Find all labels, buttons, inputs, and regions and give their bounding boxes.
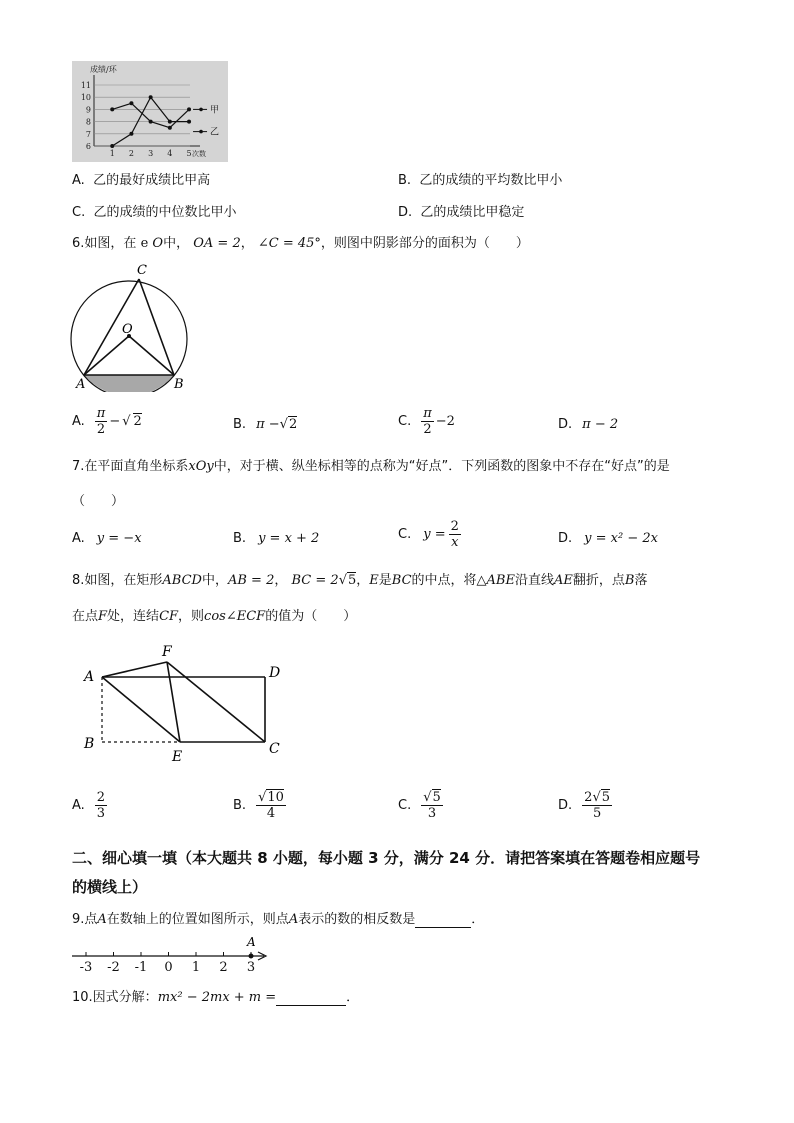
number-tick-label: 0 bbox=[164, 960, 173, 974]
label-f: F bbox=[162, 644, 172, 660]
data-point bbox=[149, 120, 153, 124]
q7-stem-line1: 7.在平面直角坐标系xOy中，对于横、纵坐标相等的点称为“好点”．下列函数的图象中不存在“好点”的是 bbox=[72, 459, 670, 474]
label-a: A bbox=[76, 377, 86, 392]
q6-option-b[interactable]: B. π −√2 bbox=[233, 417, 298, 432]
number-tick-label: -1 bbox=[134, 960, 148, 974]
number-tick-label: -3 bbox=[79, 960, 93, 974]
shaded-segment bbox=[84, 375, 174, 392]
y-tick-label: 9 bbox=[85, 105, 91, 115]
y-tick-label: 7 bbox=[85, 129, 91, 139]
q7-option-a[interactable]: A. y = −x bbox=[72, 531, 142, 546]
data-point bbox=[187, 120, 191, 124]
label-c: C bbox=[269, 741, 280, 757]
data-point bbox=[168, 120, 172, 124]
x-axis-title: 次数 bbox=[192, 150, 206, 158]
y-axis-title: 成绩/环 bbox=[90, 65, 117, 74]
legend-marker-0 bbox=[199, 108, 203, 112]
q5-option-a[interactable]: A. 乙的最好成绩比甲高 bbox=[72, 173, 211, 188]
x-tick-label: 1 bbox=[109, 149, 115, 158]
legend-marker-1 bbox=[199, 130, 203, 134]
q9-answer-blank[interactable] bbox=[415, 913, 471, 928]
section-2-heading-line1: 二、细心填一填（本大题共 8 小题，每小题 3 分，满分 24 分．请把答案填在答题卷相应题号 bbox=[72, 849, 701, 867]
x-tick-label: 3 bbox=[148, 149, 154, 158]
q7-option-c[interactable]: C. y = $\frac{2}{x}$ bbox=[398, 519, 459, 550]
label-e: E bbox=[172, 749, 183, 765]
number-tick-label: 2 bbox=[219, 960, 228, 974]
q10-answer-blank[interactable] bbox=[276, 991, 346, 1006]
q8-option-d[interactable]: D. $\frac{2√5}{5}$ bbox=[558, 790, 611, 821]
q7-option-b[interactable]: B. y = x + 2 bbox=[233, 531, 320, 546]
point-a-label: A bbox=[247, 935, 256, 949]
q5-option-b[interactable]: B. 乙的成绩的平均数比甲小 bbox=[398, 173, 563, 188]
y-tick-label: 11 bbox=[80, 81, 91, 90]
q5-option-d[interactable]: D. 乙的成绩比甲稳定 bbox=[398, 205, 525, 220]
q6-stem: 6.如图，在 e O中， OA = 2， ∠C = 45°，则图中阴影部分的面积为（ ） bbox=[72, 236, 529, 251]
y-tick-label: 10 bbox=[80, 93, 91, 103]
number-tick-label: 1 bbox=[191, 960, 201, 974]
q6-option-d[interactable]: D. π − 2 bbox=[558, 417, 619, 432]
y-tick-label: 6 bbox=[85, 142, 91, 151]
q8-stem-line1: 8.如图，在矩形ABCD中，AB = 2， BC = 2√5，E是BC的中点，将△ABE沿直线AE翻折，点B落 bbox=[72, 573, 648, 588]
label-a: A bbox=[84, 669, 95, 685]
section-2-heading-line2: 的横线上） bbox=[72, 878, 148, 896]
q10-stem: 10.因式分解：mx² − 2mx + m = ． bbox=[72, 990, 360, 1005]
y-tick-label: 8 bbox=[85, 117, 91, 127]
q8-rectangle-figure bbox=[76, 640, 296, 770]
data-point bbox=[129, 132, 133, 136]
score-chart bbox=[72, 61, 228, 162]
data-point bbox=[110, 144, 114, 148]
data-point bbox=[129, 101, 133, 105]
number-tick-label: -2 bbox=[107, 960, 120, 974]
q8-option-b[interactable]: B. $\frac{√10}{4}$ bbox=[233, 790, 284, 821]
data-point bbox=[187, 107, 191, 111]
label-c: C bbox=[137, 263, 147, 278]
number-line bbox=[70, 932, 270, 974]
x-tick-label: 5 bbox=[186, 149, 192, 158]
q8-stem-line2: 在点F处，连结CF，则cos∠ECF的值为（ ） bbox=[72, 609, 357, 624]
label-b: B bbox=[174, 377, 184, 392]
data-point bbox=[168, 126, 172, 130]
data-point bbox=[110, 107, 114, 111]
q9-stem: 9.点A在数轴上的位置如图所示，则点A表示的数的相反数是 ． bbox=[72, 912, 485, 927]
score-chart-svg bbox=[72, 61, 228, 162]
q8-option-c[interactable]: C. $\frac{√5}{3}$ bbox=[398, 790, 441, 821]
q6-option-c[interactable]: C. $\frac{\pi}{2}$ −2 bbox=[398, 406, 455, 437]
x-tick-label: 2 bbox=[128, 149, 134, 158]
label-d: D bbox=[269, 665, 281, 681]
q6-circle-figure bbox=[66, 258, 196, 392]
q6-option-a[interactable]: A. $\frac{\pi}{2}$ − √ 2 bbox=[72, 406, 142, 437]
q8-option-a[interactable]: A. $\frac{2}{3}$ bbox=[72, 790, 106, 821]
label-o: O bbox=[122, 322, 133, 337]
legend-label-1: 乙 bbox=[210, 127, 220, 138]
legend-label-0: 甲 bbox=[210, 105, 220, 116]
data-point bbox=[149, 95, 153, 99]
number-tick-label: 3 bbox=[246, 960, 256, 974]
q7-option-d[interactable]: D. y = x² − 2x bbox=[558, 531, 658, 546]
label-b: B bbox=[84, 736, 95, 752]
q7-stem-line2: （ ） bbox=[72, 494, 125, 509]
x-tick-label: 4 bbox=[167, 149, 173, 158]
q5-option-c[interactable]: C. 乙的成绩的中位数比甲小 bbox=[72, 205, 237, 220]
